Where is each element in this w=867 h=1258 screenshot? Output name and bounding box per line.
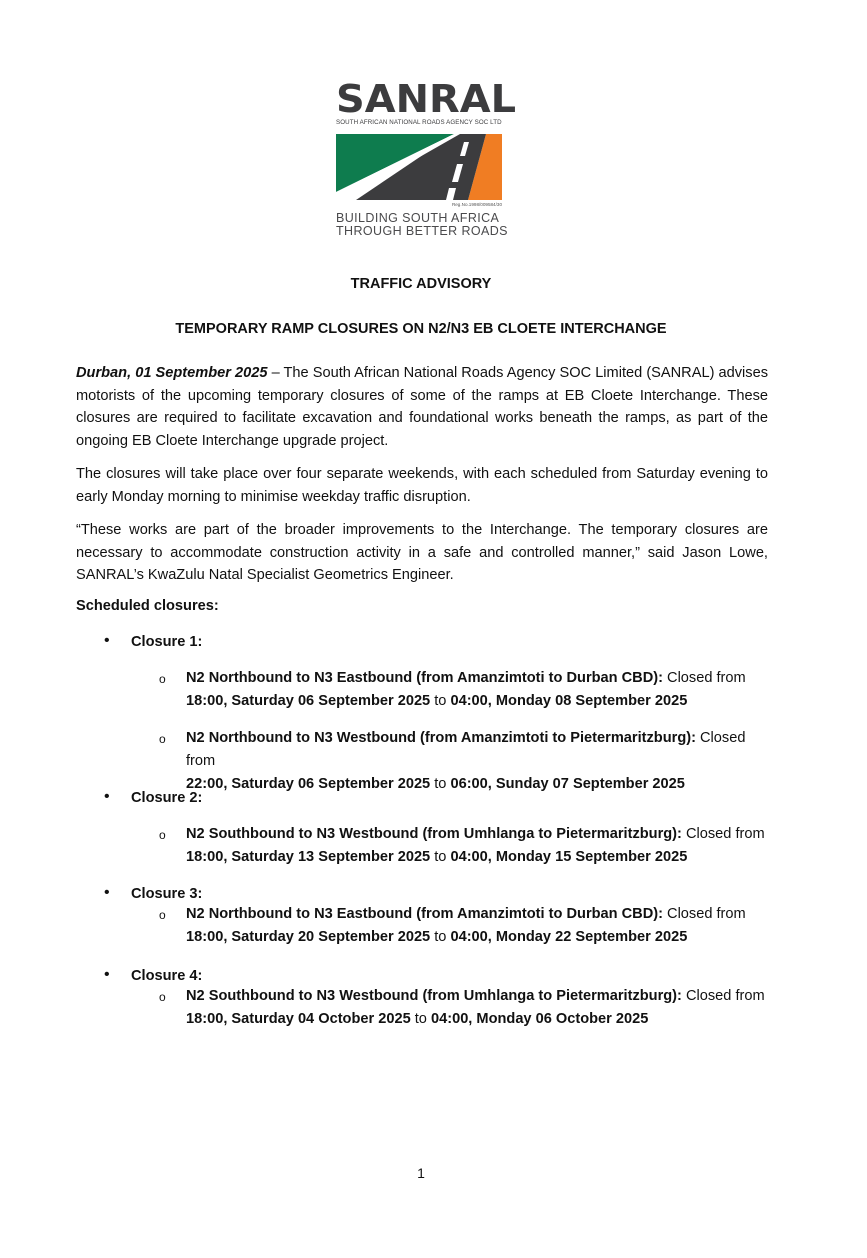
start-time: 22:00, Saturday 06 September 2025	[186, 776, 431, 792]
route: N2 Northbound to N3 Eastbound (from Amanzimtoti to Durban CBD):	[186, 670, 663, 686]
closure-2-item-1: N2 Southbound to N3 Westbound (from Umhlanga to Pietermaritzburg): Closed from 18:00, Saturday 13 September 2025 to 04:00, Monday 15 September 2025	[186, 826, 765, 865]
advisory-title: TRAFFIC ADVISORY	[350, 276, 492, 292]
sub-bullet: o	[159, 672, 166, 686]
closure-3-label: Closure 3:	[131, 886, 203, 902]
bullet-closure-3: •	[104, 884, 110, 901]
headline: TEMPORARY RAMP CLOSURES ON N2/N3 EB CLOETE INTERCHANGE	[175, 321, 667, 337]
closure-4-label: Closure 4:	[131, 968, 203, 984]
schedule-paragraph: The closures will take place over four separate weekends, with each scheduled from Saturday evening to early Monday morning to minimise weekday traffic disruption.	[76, 466, 768, 505]
route: N2 Northbound to N3 Eastbound (from Amanzimtoti to Durban CBD):	[186, 906, 663, 922]
bullet-closure-1: •	[104, 632, 110, 649]
bullet-closure-2: •	[104, 788, 110, 805]
schedule-heading: Scheduled closures:	[76, 598, 219, 614]
end-time: 04:00, Monday 08 September 2025	[450, 693, 688, 709]
closure-1-item-2: N2 Northbound to N3 Westbound (from Amanzimtoti to Pietermaritzburg): Closed from 22:00, Saturday 06 September 2025 to 06:00, Sunday 07 September 2025	[186, 730, 746, 792]
logo-tagline-2: THROUGH BETTER ROADS	[336, 224, 508, 238]
start-time: 18:00, Saturday 04 October 2025	[186, 1011, 411, 1027]
sub-bullet: o	[159, 990, 166, 1004]
end-time: 06:00, Sunday 07 September 2025	[450, 776, 685, 792]
closure-1-item-1: N2 Northbound to N3 Eastbound (from Amanzimtoti to Durban CBD): Closed from 18:00, Saturday 06 September 2025 to 04:00, Monday 08 September 2025	[186, 670, 746, 709]
dateline: Durban, 01 September 2025	[76, 365, 268, 381]
logo-subtitle: SOUTH AFRICAN NATIONAL ROADS AGENCY SOC LTD	[336, 119, 502, 126]
route: N2 Northbound to N3 Westbound (from Amanzimtoti to Pietermaritzburg):	[186, 730, 696, 746]
route: N2 Southbound to N3 Westbound (from Umhlanga to Pietermaritzburg):	[186, 988, 682, 1004]
route: N2 Southbound to N3 Westbound (from Umhlanga to Pietermaritzburg):	[186, 826, 682, 842]
sub-bullet: o	[159, 732, 166, 746]
start-time: 18:00, Saturday 20 September 2025	[186, 929, 431, 945]
road-graphic-icon	[336, 134, 502, 200]
bullet-closure-4: •	[104, 966, 110, 983]
page-number: 1	[417, 1165, 425, 1181]
closure-4-item-1: N2 Southbound to N3 Westbound (from Umhlanga to Pietermaritzburg): Closed from 18:00, Saturday 04 October 2025 to 04:00, Monday 06 October 2025	[186, 988, 765, 1027]
closure-3-item-1: N2 Northbound to N3 Eastbound (from Amanzimtoti to Durban CBD): Closed from 18:00, Saturday 20 September 2025 to 04:00, Monday 22 September 2025	[186, 906, 746, 945]
end-time: 04:00, Monday 22 September 2025	[450, 929, 688, 945]
closure-2-label: Closure 2:	[131, 790, 203, 806]
logo-tagline-1: BUILDING SOUTH AFRICA	[336, 211, 500, 225]
end-time: 04:00, Monday 15 September 2025	[450, 849, 688, 865]
closure-1-label: Closure 1:	[131, 634, 203, 650]
sub-bullet: o	[159, 828, 166, 842]
start-time: 18:00, Saturday 13 September 2025	[186, 849, 431, 865]
intro-text: – The South African National Roads Agency SOC Limited (SANRAL) advises motorists of the upcoming temporary closures of some of the ramps at EB Cloete Interchange. These closures are required to facilitate excavation and foundational works beneath the ramps, as part of the ongoing EB Cloete Interchange upgrade project.	[76, 365, 768, 449]
sub-bullet: o	[159, 908, 166, 922]
logo-registration: Reg.No.1998/009584/30	[451, 202, 502, 207]
sanral-logo	[336, 77, 517, 238]
end-time: 04:00, Monday 06 October 2025	[430, 1011, 649, 1027]
quote-paragraph: “These works are part of the broader improvements to the Interchange. The temporary closures are necessary to accommodate construction activity in a safe and controlled manner,” said Jason Lowe, SANRAL’s KwaZulu Natal Specialist Geometrics Engineer.	[76, 522, 768, 583]
start-time: 18:00, Saturday 06 September 2025	[186, 693, 431, 709]
intro-paragraph	[76, 362, 768, 452]
logo-wordmark: SANRAL	[336, 77, 517, 121]
